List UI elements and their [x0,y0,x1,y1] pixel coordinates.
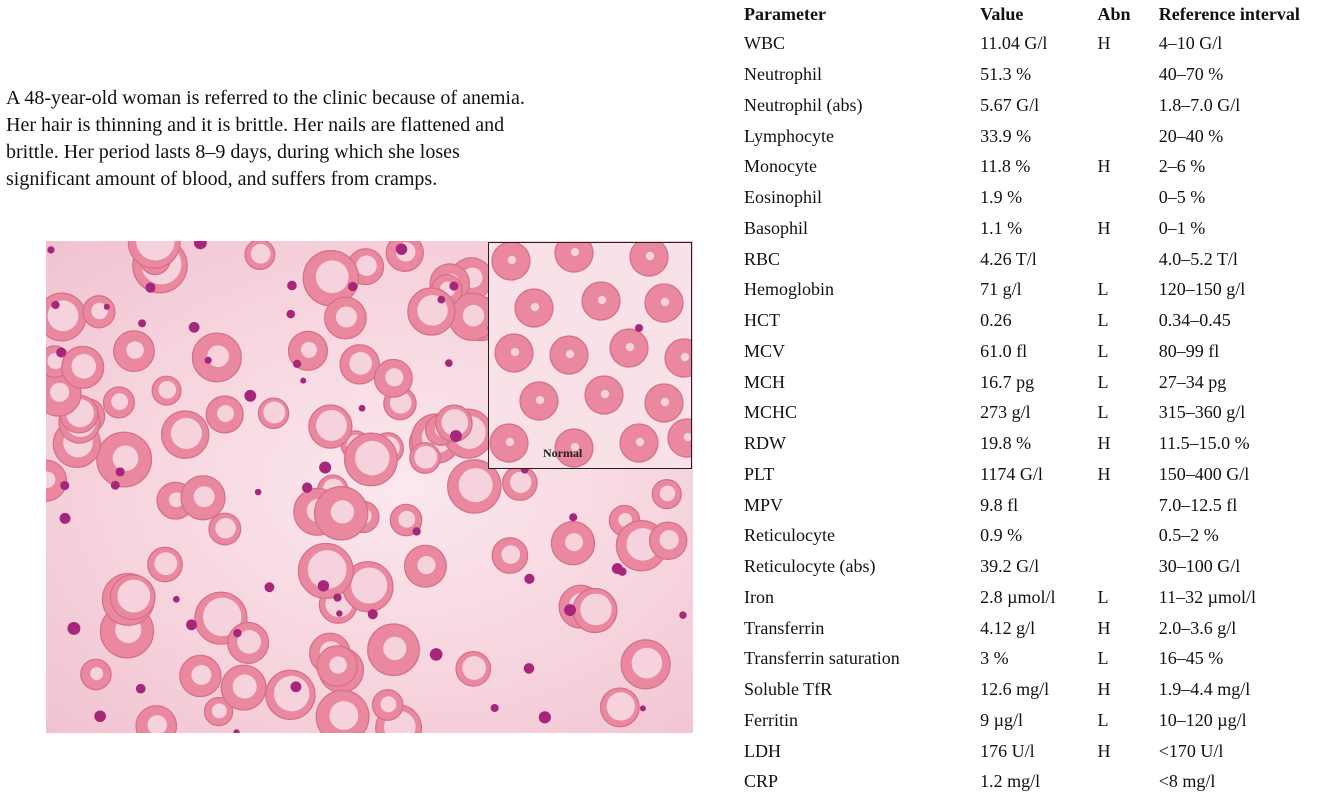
cell-reference: 80–99 fl [1158,340,1220,361]
red-blood-cell [650,522,687,559]
table-row [744,243,1334,274]
red-blood-cell [345,433,398,486]
red-blood-cell [81,659,111,689]
cell-abn [1098,520,1159,551]
red-blood-cell [456,652,490,686]
platelet-cluster [430,648,443,661]
cell-reference: 0.5–2 % [1158,525,1219,546]
normal-red-blood-cell [610,329,648,367]
cell-value: 71 g/l [980,279,1022,300]
cell-value: 61.0 fl [980,340,1028,361]
platelet-cluster [138,319,146,327]
cell-parameter: Soluble TfR [744,679,833,700]
cell-value: 176 U/l [980,740,1035,761]
cell-abn: L [1097,371,1109,392]
normal-red-blood-cell [645,384,683,422]
cell-abn: H [1097,156,1111,177]
platelet-cluster [449,281,458,290]
cell-value: 39.2 G/l [980,556,1040,577]
cell-abn [1098,120,1159,151]
normal-red-blood-cell [620,424,658,462]
platelet-cluster [244,390,256,402]
cell-value: 1174 G/l [980,463,1043,484]
red-blood-cell [266,670,315,719]
cell-parameter: Reticulocyte [744,525,835,546]
platelet-cluster [412,527,420,535]
platelet-cluster [189,322,200,333]
platelet-cluster [116,467,125,476]
cell-parameter: MCV [744,340,786,361]
platelet-cluster [290,681,301,692]
platelet-cluster [491,704,499,712]
red-blood-cell [551,522,594,565]
cell-reference: 150–400 G/l [1158,463,1250,484]
platelet-cluster [173,596,180,603]
cell-abn: H [1097,463,1111,484]
cell-parameter: MCH [744,371,786,392]
platelet-cluster [539,711,551,723]
table-row [744,366,1334,397]
case-line: brittle. Her period lasts 8–9 days, during which she loses [6,141,460,163]
cell-value: 9 µg/l [980,709,1023,730]
cell-parameter: WBC [744,33,786,54]
cell-value: 3 % [980,648,1009,669]
cell-abn: L [1097,648,1109,669]
cell-value: 0.9 % [980,525,1023,546]
red-blood-cell [245,241,275,269]
cell-abn [1098,551,1159,582]
case-line: significant amount of blood, and suffers from cramps. [6,168,438,190]
cell-value: 273 g/l [980,402,1031,423]
table-row [744,28,1334,59]
red-blood-cell [258,398,288,428]
table-row [744,90,1334,121]
platelet-cluster [51,301,59,309]
platelet-cluster [111,481,120,490]
table-row [744,274,1334,305]
platelet-cluster [60,481,69,490]
table-row [744,735,1334,766]
cell-reference: 30–100 G/l [1158,556,1241,577]
cell-reference: 11–32 µmol/l [1158,586,1256,607]
platelet-cluster [233,629,241,637]
red-blood-cell [209,513,241,545]
platelet-cluster [318,580,329,591]
lab-results-table [744,0,1334,797]
cell-abn [1098,766,1159,797]
platelet-cluster [359,405,366,412]
red-blood-cell [62,346,104,388]
cell-value: 2.8 µmol/l [980,586,1056,607]
cell-reference: 11.5–15.0 % [1158,433,1250,454]
header-parameter: Parameter [744,4,826,24]
normal-red-blood-cell [645,284,683,322]
table-row [744,766,1334,797]
platelet-cluster [293,360,301,368]
platelet-cluster [679,611,686,618]
cell-reference: <170 U/l [1158,740,1224,761]
cell-value: 51.3 % [980,64,1032,85]
platelet-cluster [640,705,646,711]
table-row [744,489,1334,520]
platelet-cluster [233,729,239,733]
red-blood-cell [46,460,67,501]
cell-value: 0.26 [980,310,1012,331]
case-line: Her hair is thinning and it is brittle. Her nails are flattened and [6,114,505,136]
cell-reference: 4–10 G/l [1158,33,1223,54]
cell-value: 33.9 % [980,125,1032,146]
platelet-cluster [194,241,207,249]
platelet-cluster [336,610,342,616]
red-blood-cell [103,387,134,418]
normal-red-blood-cell [495,334,533,372]
cell-value: 1.1 % [980,217,1023,238]
red-blood-cell [206,396,243,433]
cell-abn: H [1097,433,1111,454]
red-blood-cell [162,411,209,458]
platelet-cluster [437,296,445,304]
red-blood-cell [315,487,368,540]
table-row [744,428,1334,459]
red-blood-cell [148,547,183,582]
normal-red-blood-cell [585,376,623,414]
cell-abn: L [1097,709,1109,730]
cell-reference: 7.0–12.5 fl [1158,494,1238,515]
table-row [744,59,1334,90]
cell-abn: H [1097,679,1111,700]
cell-reference: 0–1 % [1158,217,1206,238]
platelet-cluster [287,281,297,291]
red-blood-cell [83,296,115,328]
red-blood-cell [621,640,670,689]
red-blood-cell [368,624,420,676]
header-value: Value [980,4,1024,24]
cell-value: 1.9 % [980,187,1023,208]
platelet-cluster [60,513,71,524]
cell-abn: H [1097,217,1111,238]
platelet-cluster [396,243,408,255]
platelet-cluster [368,609,378,619]
platelet-cluster [319,462,331,474]
red-blood-cell [405,545,447,587]
red-blood-cell [600,688,639,727]
cell-parameter: Reticulocyte (abs) [744,556,876,577]
red-blood-cell [136,706,176,733]
cell-reference: 315–360 g/l [1158,402,1246,423]
cell-parameter: MPV [744,494,784,515]
header-reference: Reference interval [1158,4,1300,24]
table-row [744,336,1334,367]
red-blood-cell [325,297,367,339]
cell-parameter: Eosinophil [744,187,823,208]
red-blood-cell [180,655,221,696]
platelet-cluster [94,710,106,722]
cell-value: 9.8 fl [980,494,1019,515]
platelet-cluster [612,563,623,574]
red-blood-cell [110,575,154,619]
cell-parameter: Lymphocyte [744,125,834,146]
table-row [744,612,1334,643]
header-abn: Abn [1097,4,1131,24]
platelet-cluster [300,378,306,384]
cell-abn [1098,182,1159,213]
cell-parameter: Monocyte [744,156,817,177]
case-line: A 48-year-old woman is referred to the clinic because of anemia. [6,87,525,109]
normal-red-blood-cell [515,289,553,327]
platelet-cluster [47,246,54,253]
cell-parameter: HCT [744,310,780,331]
platelet-cluster [333,594,341,602]
cell-value: 5.67 G/l [980,94,1040,115]
cell-reference: 2–6 % [1158,156,1206,177]
cell-reference: <8 mg/l [1158,771,1216,792]
red-blood-cell [192,333,241,382]
cell-reference: 20–40 % [1158,125,1224,146]
normal-red-blood-cell [550,336,588,374]
red-blood-cell [374,359,412,397]
normal-smear-inset [488,242,692,469]
cell-parameter: PLT [744,463,775,484]
cell-parameter: Transferrin saturation [744,648,900,669]
red-blood-cell [181,476,225,520]
cell-value: 16.7 pg [980,371,1035,392]
cell-reference: 1.8–7.0 G/l [1158,94,1241,115]
cell-parameter: LDH [744,740,781,761]
table-row [744,674,1334,705]
cell-parameter: Basophil [744,217,809,238]
platelet-cluster [145,283,155,293]
normal-red-blood-cell [555,243,593,272]
cell-reference: 0.34–0.45 [1158,310,1231,331]
case-description [6,85,706,193]
cell-value: 4.26 T/l [980,248,1037,269]
red-blood-cell [221,665,266,710]
red-blood-cell [408,288,455,335]
platelet-cluster [569,513,577,521]
cell-parameter: RBC [744,248,781,269]
cell-value: 11.04 G/l [980,33,1048,54]
normal-red-blood-cell [520,382,558,420]
platelet-cluster [264,582,274,592]
red-blood-cell [372,690,403,721]
table-row [744,705,1334,736]
red-blood-cell [114,331,155,372]
normal-red-blood-cell [490,424,528,462]
platelet-cluster [205,357,212,364]
red-blood-cell [309,405,352,448]
red-blood-cell [46,293,86,341]
cell-parameter: Ferritin [744,709,798,730]
cell-abn [1098,59,1159,90]
normal-red-blood-cell [665,339,691,377]
platelet-cluster [302,482,312,492]
cell-parameter: RDW [744,433,786,454]
table-row [744,520,1334,551]
cell-value: 11.8 % [980,156,1031,177]
platelet-cluster [67,622,80,635]
cell-reference: 27–34 pg [1158,371,1227,392]
red-blood-cell [573,589,617,633]
cell-abn: L [1097,340,1109,361]
cell-reference: 40–70 % [1158,64,1224,85]
table-row [744,582,1334,613]
cell-parameter: MCHC [744,402,798,423]
normal-red-blood-cell [630,243,668,276]
lab-results-body [744,28,1334,797]
red-blood-cell [152,376,181,405]
cell-reference: 1.9–4.4 mg/l [1158,679,1251,700]
platelet-cluster [564,604,576,616]
table-row [744,120,1334,151]
cell-reference: 4.0–5.2 T/l [1158,248,1238,269]
cell-reference: 16–45 % [1158,648,1224,669]
table-row [744,643,1334,674]
platelet-cluster [56,348,66,358]
red-blood-cell [503,466,537,500]
table-row [744,182,1334,213]
platelet-cluster [445,359,453,367]
cell-abn [1098,243,1159,274]
red-blood-cell [228,622,269,663]
table-row [744,305,1334,336]
red-blood-cell [97,432,152,487]
red-blood-cell [492,538,528,574]
cell-abn [1098,90,1159,121]
cell-abn: L [1097,279,1109,300]
cell-abn: L [1097,402,1109,423]
cell-abn: L [1097,310,1109,331]
normal-red-blood-cell [492,243,530,280]
platelet-cluster [186,619,197,630]
table-row [744,397,1334,428]
platelet-cluster [450,430,462,442]
cell-reference: 120–150 g/l [1158,279,1246,300]
platelet-cluster [524,663,535,674]
cell-abn: L [1097,586,1109,607]
cell-abn: H [1097,33,1111,54]
cell-abn [1098,489,1159,520]
table-row [744,151,1334,182]
red-blood-cell [410,443,441,474]
cell-value: 12.6 mg/l [980,679,1050,700]
cell-parameter: Neutrophil [744,64,822,85]
cell-parameter: Transferrin [744,617,825,638]
cell-parameter: Hemoglobin [744,279,834,300]
cell-reference: 2.0–3.6 g/l [1158,617,1237,638]
cell-reference: 10–120 µg/l [1158,709,1247,730]
platelet-cluster [635,324,643,332]
cell-value: 19.8 % [980,433,1032,454]
cell-reference: 0–5 % [1158,187,1206,208]
platelet-cluster [348,282,357,291]
red-blood-cell [316,690,369,733]
red-blood-cell [340,345,379,384]
table-row [744,459,1334,490]
normal-red-blood-cell [582,282,620,320]
cell-abn: H [1097,740,1111,761]
platelet-cluster [286,310,295,319]
platelet-cluster [255,489,262,496]
table-row [744,551,1334,582]
table-row [744,213,1334,244]
cell-abn: H [1097,617,1111,638]
platelet-cluster [524,574,534,584]
inset-label: Normal [543,446,583,460]
red-blood-cell [652,480,681,509]
normal-smear-cells [489,243,691,468]
platelet-cluster [136,684,146,694]
normal-red-blood-cell [668,419,691,457]
cell-value: 4.12 g/l [980,617,1036,638]
platelet-cluster [104,304,110,310]
cell-parameter: Iron [744,586,774,607]
cell-parameter: Neutrophil (abs) [744,94,863,115]
table-header-row [744,0,1334,28]
cell-parameter: CRP [744,771,779,792]
cell-value: 1.2 mg/l [980,771,1041,792]
red-blood-cell [317,646,357,686]
